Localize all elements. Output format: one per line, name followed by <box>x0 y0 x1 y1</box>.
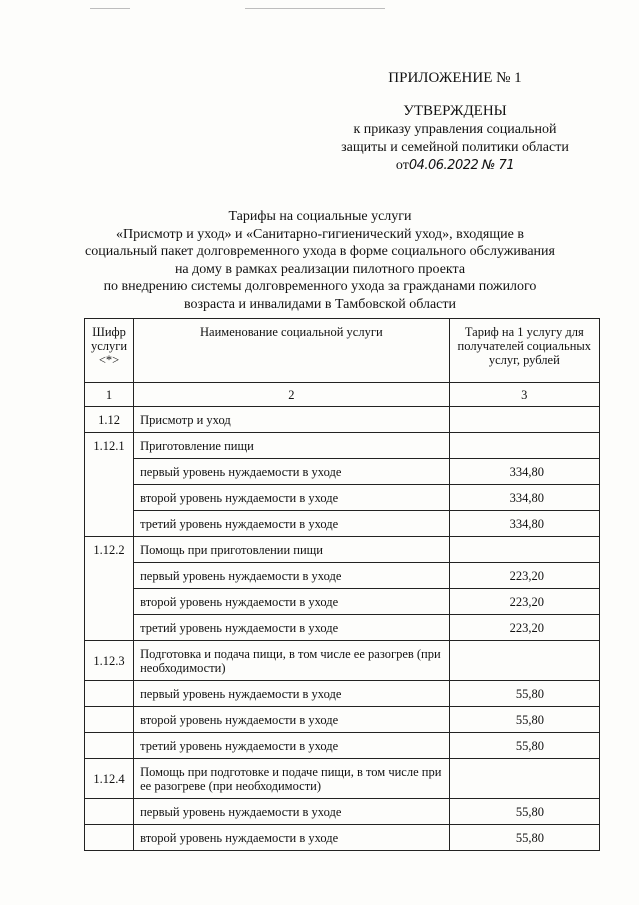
level-name: второй уровень нуждаемости в уходе <box>134 485 450 511</box>
title-line: Тарифы на социальные услуги <box>228 209 412 224</box>
title-line: социальный пакет долговременного ухода в форме социального обслуживания <box>85 244 555 259</box>
table-row <box>85 615 600 641</box>
header-name: Наименование социальной услуги <box>134 319 450 383</box>
level-name: второй уровень нуждаемости в уходе <box>134 707 450 733</box>
tariff-value: 334,80 <box>449 511 599 537</box>
column-number: 2 <box>134 383 450 407</box>
title-line: по внедрению системы долговременного ухода за гражданами пожилого <box>103 279 537 294</box>
table-row <box>85 485 600 511</box>
table-row <box>85 825 600 851</box>
column-number: 1 <box>85 383 134 407</box>
service-code: 1.12.1 <box>85 433 134 459</box>
level-name: третий уровень нуждаемости в уходе <box>134 615 450 641</box>
table-row <box>85 563 600 589</box>
tariff-value: 55,80 <box>449 707 599 733</box>
table-row <box>85 589 600 615</box>
level-name: первый уровень нуждаемости в уходе <box>134 459 450 485</box>
column-number: 3 <box>449 383 599 407</box>
table-row <box>85 511 600 537</box>
table-header-row <box>85 319 600 383</box>
section-name: Присмотр и уход <box>134 407 450 433</box>
service-name: Помощь при приготовлении пищи <box>134 537 450 563</box>
level-name: первый уровень нуждаемости в уходе <box>134 681 450 707</box>
tariff-value: 55,80 <box>449 733 599 759</box>
order-date-line <box>300 158 610 174</box>
service-code: 1.12.4 <box>85 759 134 799</box>
table-row <box>85 641 600 681</box>
order-reference-line: к приказу управления социальной <box>353 122 557 137</box>
tariff-value: 55,80 <box>449 825 599 851</box>
title-line: возраста и инвалидами в Тамбовской области <box>183 296 456 312</box>
service-name: Помощь при подготовке и подаче пищи, в том числе при ее разогреве (при необходимости) <box>134 759 450 799</box>
table-row <box>85 707 600 733</box>
service-name: Подготовка и подача пищи, в том числе ее разогрев (при необходимости) <box>134 641 450 681</box>
tariff-value: 55,80 <box>449 799 599 825</box>
service-code: 1.12.3 <box>85 641 134 681</box>
level-name: второй уровень нуждаемости в уходе <box>134 825 450 851</box>
tariff-value: 223,20 <box>449 563 599 589</box>
service-code: 1.12.2 <box>85 537 134 563</box>
tariff-value: 334,80 <box>449 459 599 485</box>
section-code: 1.12 <box>85 407 134 433</box>
title-line: на дому в рамках реализации пилотного проекта <box>174 261 466 277</box>
tariff-value: 223,20 <box>449 615 599 641</box>
table-row <box>85 759 600 799</box>
from-prefix: от <box>395 158 409 173</box>
title-line: «Присмотр и уход» и «Санитарно-гигиенический уход», входящие в <box>116 226 524 242</box>
tariff-value: 223,20 <box>449 589 599 615</box>
level-name: третий уровень нуждаемости в уходе <box>134 511 450 537</box>
tariff-table <box>84 318 600 851</box>
header-code: Шифр услуги <*> <box>85 319 134 383</box>
department-line: защиты и семейной политики области <box>341 140 569 155</box>
tariff-value: 55,80 <box>449 681 599 707</box>
header-tariff: Тариф на 1 услугу для получателей социальных услуг, рублей <box>449 319 599 383</box>
table-row <box>85 681 600 707</box>
table-row <box>85 733 600 759</box>
table-row <box>85 459 600 485</box>
table-row <box>85 433 600 459</box>
column-number-row <box>85 383 600 407</box>
table-row <box>85 537 600 563</box>
order-date-number: 04.06.2022 № 71 <box>408 158 515 173</box>
level-name: второй уровень нуждаемости в уходе <box>134 589 450 615</box>
level-name: третий уровень нуждаемости в уходе <box>134 733 450 759</box>
document-title <box>60 208 580 313</box>
table-row <box>85 799 600 825</box>
scan-artifact-line <box>245 8 385 9</box>
approved-label: УТВЕРЖДЕНЫ <box>403 103 507 119</box>
appendix-label: ПРИЛОЖЕНИЕ № 1 <box>388 70 522 86</box>
service-name: Приготовление пищи <box>134 433 450 459</box>
level-name: первый уровень нуждаемости в уходе <box>134 799 450 825</box>
level-name: первый уровень нуждаемости в уходе <box>134 563 450 589</box>
scan-artifact-line <box>90 8 130 9</box>
section-row <box>85 407 600 433</box>
tariff-value: 334,80 <box>449 485 599 511</box>
